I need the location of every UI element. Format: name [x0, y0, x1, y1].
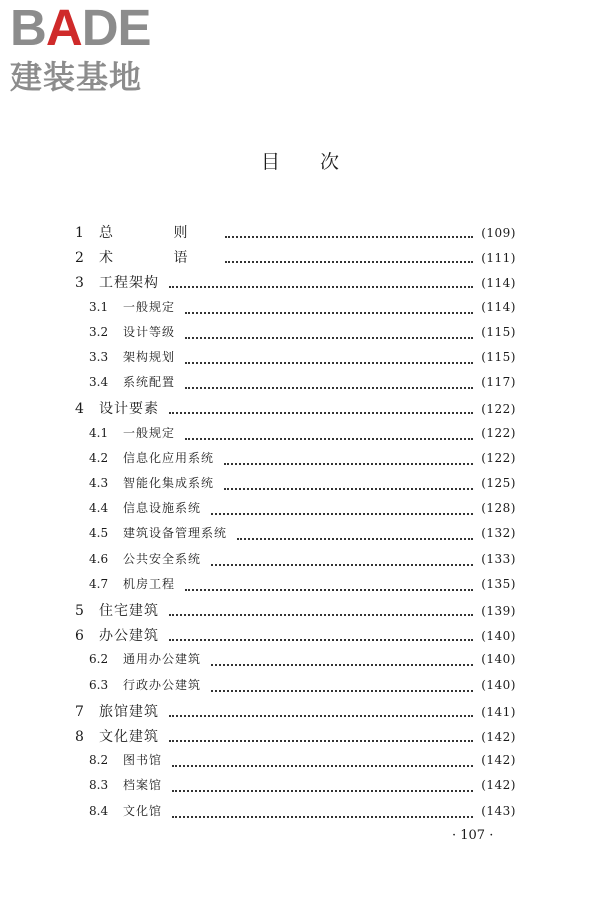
- toc-entry-number: 6.3: [89, 677, 109, 692]
- page-number: · 107 ·: [452, 828, 494, 843]
- toc-entry-number: 1: [75, 225, 84, 241]
- toc-entry[interactable]: [75, 726, 516, 748]
- toc-entry-label: 住宅建筑: [99, 603, 159, 619]
- dot-leader: [169, 728, 473, 742]
- toc-entry-label: 图书馆: [123, 753, 163, 768]
- toc-entry-page: (122): [481, 425, 516, 440]
- toc-entry[interactable]: [75, 247, 516, 269]
- toc-entry-page: (140): [481, 652, 516, 667]
- toc-entry-number: 3.3: [89, 350, 109, 364]
- toc-entry-label: 建筑设备管理系统: [123, 526, 228, 541]
- toc-entry-number: 8.3: [89, 778, 109, 793]
- toc-entry-page: (122): [481, 450, 516, 465]
- toc-entry[interactable]: [89, 751, 516, 773]
- toc-entry-number: 7: [75, 703, 84, 720]
- toc-entry-label: 公共安全系统: [123, 551, 202, 566]
- toc-entry-label: 文化馆: [123, 803, 163, 818]
- toc-entry-label: 办公建筑: [99, 628, 159, 645]
- toc-entry[interactable]: [89, 499, 516, 521]
- toc-entry-number: 3: [75, 275, 84, 292]
- toc-entry-page: (142): [481, 753, 516, 768]
- dot-leader: [225, 249, 473, 263]
- toc-entry-label: 一般规定: [123, 425, 176, 440]
- toc-entry-page: (109): [481, 226, 516, 240]
- dot-leader: [169, 703, 473, 717]
- dot-leader: [185, 577, 473, 591]
- toc-entry-number: 8: [75, 729, 84, 745]
- dot-leader: [185, 325, 473, 339]
- logo-subtitle: 建装基地: [10, 58, 143, 96]
- logo-letter-b: B: [10, 0, 46, 56]
- toc-entry[interactable]: [89, 323, 516, 345]
- toc-entry-page: (133): [481, 551, 516, 566]
- dot-leader: [169, 627, 473, 641]
- toc-entry-number: 4.6: [89, 551, 109, 566]
- toc-entry[interactable]: [75, 600, 516, 622]
- bade-logo: [10, 0, 180, 96]
- toc-entry-number: 4.7: [89, 576, 109, 591]
- toc-entry-number: 2: [75, 250, 84, 267]
- toc-entry-page: (114): [481, 276, 516, 291]
- toc-entry-number: 4.4: [89, 501, 109, 516]
- toc-entry-number: 4.3: [89, 476, 109, 490]
- logo-letters-de: DE: [81, 0, 151, 56]
- toc-entry[interactable]: [89, 802, 516, 824]
- dot-leader: [169, 274, 473, 288]
- toc-entry-page: (139): [481, 604, 516, 618]
- dot-leader: [169, 602, 473, 616]
- toc-entry-page: (114): [481, 299, 516, 314]
- toc-entry-page: (111): [481, 251, 516, 266]
- toc-entry-label: 档案馆: [123, 778, 163, 793]
- dot-leader: [237, 526, 473, 540]
- toc-entry-label: 架构规划: [123, 350, 176, 364]
- toc-entry[interactable]: [89, 449, 516, 471]
- toc-entry-page: (135): [481, 576, 516, 591]
- dot-leader: [211, 678, 473, 692]
- toc-entry[interactable]: [89, 676, 516, 698]
- dot-leader: [169, 400, 473, 414]
- toc-entry[interactable]: [75, 222, 516, 244]
- toc-entry-label: 信息化应用系统: [123, 450, 215, 465]
- toc-entry[interactable]: [75, 701, 516, 723]
- toc-entry-label: 智能化集成系统: [123, 476, 215, 490]
- toc-entry[interactable]: [89, 550, 516, 572]
- toc-entry-label: 一般规定: [123, 299, 176, 314]
- toc-title: 目次: [260, 151, 379, 173]
- toc-entry-page: (132): [481, 526, 516, 541]
- logo-wordmark: [10, 0, 180, 56]
- toc-entry-label: 系统配置: [123, 375, 176, 390]
- toc-entry-number: 5: [75, 603, 84, 619]
- toc-entry-label: 旅馆建筑: [99, 703, 159, 720]
- toc-entry-page: (125): [481, 476, 516, 490]
- dot-leader: [225, 224, 473, 238]
- toc-entry-number: 3.1: [89, 299, 109, 314]
- dot-leader: [211, 652, 473, 666]
- toc-entry-label: 设计等级: [123, 324, 176, 339]
- dot-leader: [224, 476, 473, 490]
- toc-entry-label: 术 语: [99, 250, 216, 267]
- toc-entry-page: (142): [481, 730, 516, 744]
- toc-entry-page: (115): [481, 324, 516, 339]
- toc-entry-label: 信息设施系统: [123, 501, 202, 516]
- toc-entry-number: 4: [75, 401, 84, 418]
- toc-entry[interactable]: [75, 272, 516, 294]
- dot-leader: [172, 778, 473, 792]
- toc-entry-label: 通用办公建筑: [123, 652, 202, 667]
- toc-entry-number: 4.2: [89, 450, 109, 465]
- dot-leader: [172, 804, 473, 818]
- dot-leader: [185, 300, 473, 314]
- toc-entry[interactable]: [89, 776, 516, 798]
- toc-entry-page: (128): [481, 501, 516, 516]
- dot-leader: [185, 375, 473, 389]
- toc-entry-number: 3.2: [89, 324, 109, 339]
- toc-entry-label: 行政办公建筑: [123, 677, 202, 692]
- toc-entry-label: 总 则: [99, 225, 216, 241]
- toc-entry[interactable]: [89, 474, 516, 496]
- toc-entry[interactable]: [89, 348, 516, 370]
- toc-entry-label: 机房工程: [123, 576, 176, 591]
- toc-entry-page: (141): [481, 704, 516, 719]
- toc-entry-page: (142): [481, 778, 516, 793]
- toc-entry[interactable]: [89, 650, 516, 672]
- toc-entry-number: 6: [75, 628, 84, 645]
- toc-entry-page: (140): [481, 677, 516, 692]
- toc-entry[interactable]: [89, 298, 516, 320]
- toc-entry-number: 8.4: [89, 803, 109, 818]
- dot-leader: [211, 501, 473, 515]
- toc-entry[interactable]: [89, 524, 516, 546]
- toc-entry-label: 工程架构: [99, 275, 159, 292]
- toc-entry-number: 4.5: [89, 526, 109, 541]
- dot-leader: [172, 753, 473, 767]
- toc-entry[interactable]: [89, 575, 516, 597]
- toc-entry-number: 3.4: [89, 375, 109, 390]
- toc-entry-page: (117): [481, 375, 516, 390]
- toc-entry[interactable]: [89, 373, 516, 395]
- toc-entry-number: 4.1: [89, 425, 109, 440]
- toc-entry[interactable]: [75, 398, 516, 420]
- toc-entry-label: 设计要素: [99, 401, 159, 418]
- toc-entry-number: 6.2: [89, 652, 109, 667]
- dot-leader: [185, 426, 473, 440]
- dot-leader: [185, 350, 473, 364]
- dot-leader: [224, 451, 473, 465]
- toc-entry-page: (143): [481, 803, 516, 818]
- toc-entry-page: (140): [481, 629, 516, 644]
- toc-entry[interactable]: [75, 625, 516, 647]
- toc-entry-number: 8.2: [89, 753, 109, 768]
- toc-entry-page: (115): [481, 350, 516, 364]
- dot-leader: [211, 552, 473, 566]
- toc-entry-label: 文化建筑: [99, 729, 159, 745]
- toc-entry[interactable]: [89, 424, 516, 446]
- logo-letter-a: A: [45, 0, 82, 56]
- toc-entry-page: (122): [481, 402, 516, 417]
